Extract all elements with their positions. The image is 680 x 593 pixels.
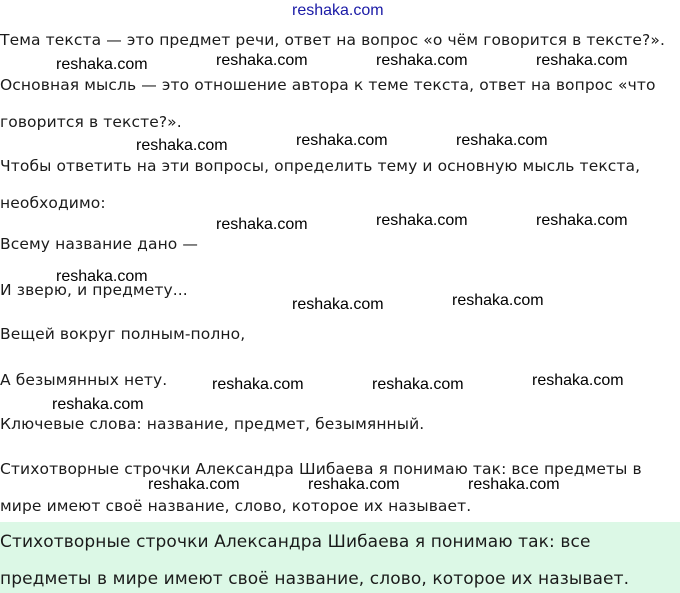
interpretation-line-1: Стихотворные строчки Александра Шибаева я понимаю так: все предметы в bbox=[0, 460, 642, 478]
watermark: reshaka.com bbox=[136, 137, 228, 154]
interpretation-line-2: мире имеют своё название, слово, которое их называет. bbox=[0, 497, 472, 515]
poem-line-2: И зверю, и предмету... bbox=[0, 281, 188, 299]
watermark: reshaka.com bbox=[56, 268, 148, 285]
watermark: reshaka.com bbox=[216, 52, 308, 69]
watermark: reshaka.com bbox=[468, 476, 560, 493]
watermark: reshaka.com bbox=[452, 292, 544, 309]
text-line-main-idea-2: говорится в тексте?». bbox=[0, 113, 182, 131]
watermark: reshaka.com bbox=[212, 376, 304, 393]
watermark: reshaka.com bbox=[292, 296, 384, 313]
text-line-main-idea-1: Основная мысль — это отношение автора к теме текста, ответ на вопрос «что bbox=[0, 76, 656, 94]
watermark: reshaka.com bbox=[536, 212, 628, 229]
watermark: reshaka.com bbox=[376, 52, 468, 69]
keywords-line: Ключевые слова: название, предмет, безымянный. bbox=[0, 415, 425, 433]
poem-line-3: Вещей вокруг полным-полно, bbox=[0, 325, 246, 343]
answer-line-2: предметы в мире имеют своё название, слово, которое их называет. bbox=[0, 569, 630, 589]
watermark: reshaka.com bbox=[456, 132, 548, 149]
watermark: reshaka.com bbox=[536, 52, 628, 69]
watermark: reshaka.com bbox=[148, 476, 240, 493]
watermark: reshaka.com bbox=[532, 372, 624, 389]
watermark: reshaka.com bbox=[308, 476, 400, 493]
text-line-topic-definition: Тема текста — это предмет речи, ответ на вопрос «о чём говорится в тексте?». bbox=[0, 31, 665, 49]
text-line-instruction-2: необходимо: bbox=[0, 194, 106, 212]
text-line-instruction-1: Чтобы ответить на эти вопросы, определить тему и основную мысль текста, bbox=[0, 157, 641, 175]
poem-line-4: А безымянных нету. bbox=[0, 371, 168, 389]
watermark: reshaka.com bbox=[376, 212, 468, 229]
poem-line-1: Всему название дано — bbox=[0, 235, 199, 253]
watermark: reshaka.com bbox=[216, 216, 308, 233]
top-watermark: reshaka.com bbox=[292, 2, 384, 19]
watermark: reshaka.com bbox=[372, 376, 464, 393]
watermark: reshaka.com bbox=[52, 396, 144, 413]
watermark: reshaka.com bbox=[296, 132, 388, 149]
watermark: reshaka.com bbox=[56, 56, 148, 73]
answer-highlight-box bbox=[0, 522, 680, 593]
answer-line-1: Стихотворные строчки Александра Шибаева я понимаю так: все bbox=[0, 532, 591, 552]
